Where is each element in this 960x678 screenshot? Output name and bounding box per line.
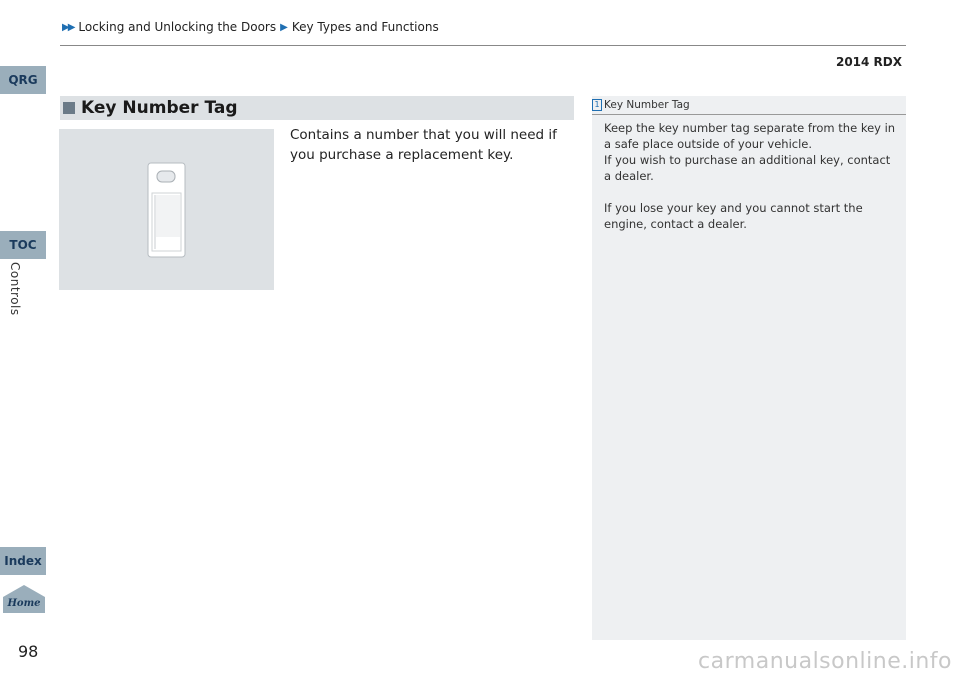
index-tab[interactable]: Index bbox=[0, 547, 46, 575]
note-paragraph: If you lose your key and you cannot start the engine, contact a dealer. bbox=[604, 201, 863, 231]
key-tag-icon bbox=[59, 129, 274, 290]
breadcrumb-item-key-types[interactable]: Key Types and Functions bbox=[291, 20, 439, 34]
note-marker-icon: 1 bbox=[592, 99, 602, 111]
breadcrumb-item-locking[interactable]: Locking and Unlocking the Doors bbox=[78, 20, 277, 34]
header-divider bbox=[60, 45, 906, 46]
note-body bbox=[604, 120, 896, 232]
note-paragraph: If you wish to purchase an additional key, contact a dealer. bbox=[604, 153, 891, 183]
arrow-icon: ▶ bbox=[280, 21, 288, 33]
key-tag-illustration bbox=[59, 129, 274, 290]
model-label: 2014 RDX bbox=[835, 55, 902, 69]
page-number: 98 bbox=[18, 642, 39, 661]
svg-text:Home: Home bbox=[7, 598, 41, 609]
square-bullet-icon bbox=[63, 102, 75, 114]
home-tab[interactable] bbox=[2, 584, 46, 614]
breadcrumb bbox=[62, 20, 439, 34]
section-body: Contains a number that you will need if you purchase a replacement key. bbox=[290, 127, 557, 163]
section-heading bbox=[60, 96, 574, 120]
note-paragraph: Keep the key number tag separate from the key in a safe place outside of your vehicle. bbox=[604, 121, 896, 151]
section-label: Controls bbox=[8, 262, 22, 316]
section-title: Key Number Tag bbox=[81, 98, 238, 118]
qrg-tab[interactable]: QRG bbox=[0, 66, 46, 94]
note-title: Key Number Tag bbox=[604, 99, 690, 111]
double-arrow-icon: ▶▶ bbox=[62, 21, 74, 33]
note-header bbox=[592, 96, 906, 115]
note-panel bbox=[592, 96, 906, 640]
home-icon bbox=[2, 584, 46, 614]
watermark: carmanualsonline.info bbox=[698, 649, 952, 674]
toc-tab[interactable]: TOC bbox=[0, 231, 46, 259]
